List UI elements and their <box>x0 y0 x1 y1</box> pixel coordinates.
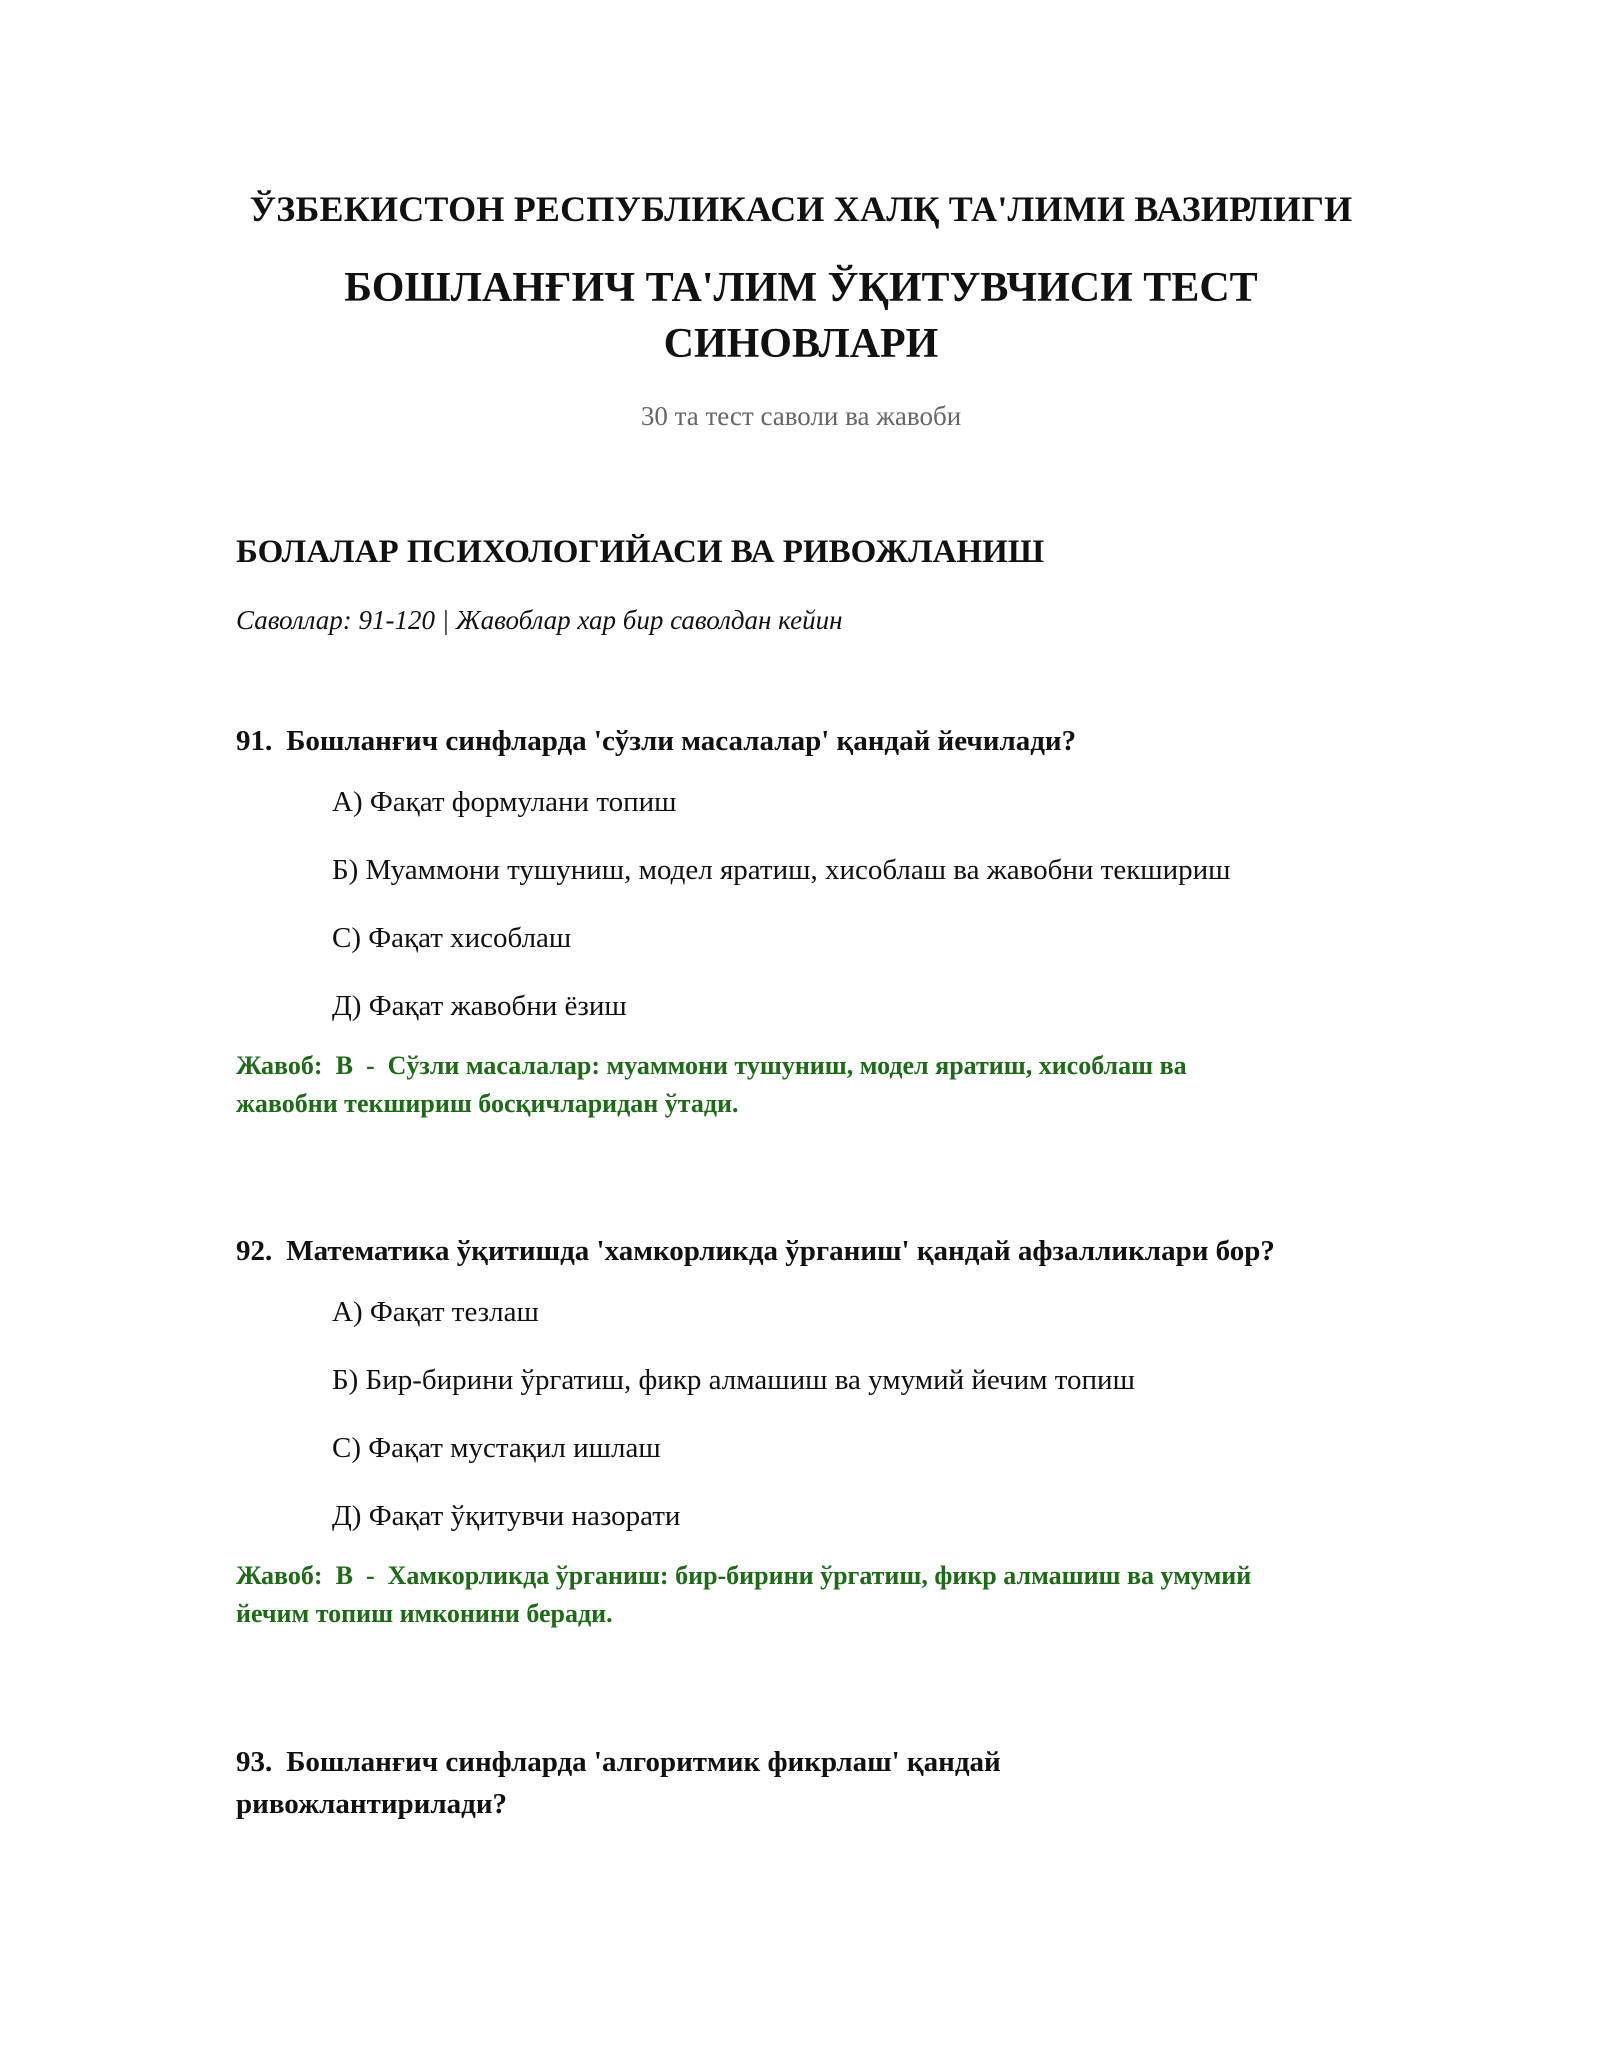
answer-explanation: Сўзли масалалар: муаммони тушуниш, модел яратиш, хисоблаш ва <box>387 1051 1187 1080</box>
option-b: Б) Бир-бирини ўргатиш, фикр алмашиш ва умумий йечим топиш <box>332 1364 1135 1396</box>
answer-letter: B <box>335 1561 353 1590</box>
question-92 <box>236 1230 1366 1633</box>
option-d: Д) Фақат жавобни ёзиш <box>332 990 627 1022</box>
option-b: Б) Муаммони тушуниш, модел яратиш, хисоблаш ва жавобни текшириш <box>332 854 1231 886</box>
section-subtitle: Саволлар: 91-120 | Жавоблар хар бир саволдан кейин <box>236 605 843 635</box>
question-body-line-1: Бошланғич синфларда 'алгоритмик фикрлаш' қандай <box>286 1746 1001 1778</box>
answer-label: Жавоб: <box>236 1561 323 1590</box>
answer-line-1: Жавоб: B - Хамкорликда ўрганиш: бир-бирини ўргатиш, фикр алмашиш ва умумий <box>236 1561 1252 1590</box>
question-number: 93. <box>236 1746 273 1778</box>
question-number: 91. <box>236 725 273 757</box>
question-93 <box>236 1741 1366 1825</box>
section-title: БОЛАЛАР ПСИХОЛОГИЙАСИ ВА РИВОЖЛАНИШ <box>236 534 1045 570</box>
option-a: А) Фақат формулани топиш <box>332 786 677 818</box>
question-91 <box>236 720 1366 1123</box>
answer-label: Жавоб: <box>236 1051 323 1080</box>
answer-explanation: Хамкорликда ўрганиш: бир-бирини ўргатиш, фикр алмашиш ва умумий <box>387 1561 1252 1590</box>
question-number: 92. <box>236 1235 273 1267</box>
answer-line-2: жавобни текшириш босқичларидан ўтади. <box>236 1089 739 1118</box>
question-body-line-2: ривожлантирилади? <box>236 1788 508 1820</box>
option-d: Д) Фақат ўқитувчи назорати <box>332 1500 681 1532</box>
option-c: С) Фақат мустақил ишлаш <box>332 1432 661 1464</box>
document-title <box>236 260 1366 372</box>
answer-block <box>236 1557 1366 1633</box>
document-subtitle: 30 та тест саволи ва жавоби <box>640 401 962 431</box>
answer-line-2: йечим топиш имконини беради. <box>236 1599 613 1628</box>
question-body: Бошланғич синфларда 'сўзли масалалар' қандай йечилади? <box>286 725 1077 757</box>
answer-line-1: Жавоб: B - Сўзли масалалар: муаммони тушуниш, модел яратиш, хисоблаш ва <box>236 1051 1187 1080</box>
document-title-line-1: БОШЛАНҒИЧ ТА'ЛИМ ЎҚИТУВЧИСИ ТЕСТ <box>344 265 1258 311</box>
document-title-line-2: СИНОВЛАРИ <box>663 321 939 367</box>
option-a: А) Фақат тезлаш <box>332 1296 539 1328</box>
option-c: С) Фақат хисоблаш <box>332 922 572 954</box>
question-text <box>236 1741 1366 1825</box>
question-text <box>236 720 1366 762</box>
question-text <box>236 1230 1366 1272</box>
option-list <box>332 781 1366 1027</box>
answer-block <box>236 1047 1366 1123</box>
option-list <box>332 1291 1366 1537</box>
ministry-heading: ЎЗБЕКИСТОН РЕСПУБЛИКАСИ ХАЛҚ ТА'ЛИМИ ВАЗИРЛИГИ <box>249 189 1353 229</box>
question-body: Математика ўқитишда 'хамкорликда ўрганиш' қандай афзалликлари бор? <box>286 1235 1275 1267</box>
answer-letter: B <box>335 1051 353 1080</box>
